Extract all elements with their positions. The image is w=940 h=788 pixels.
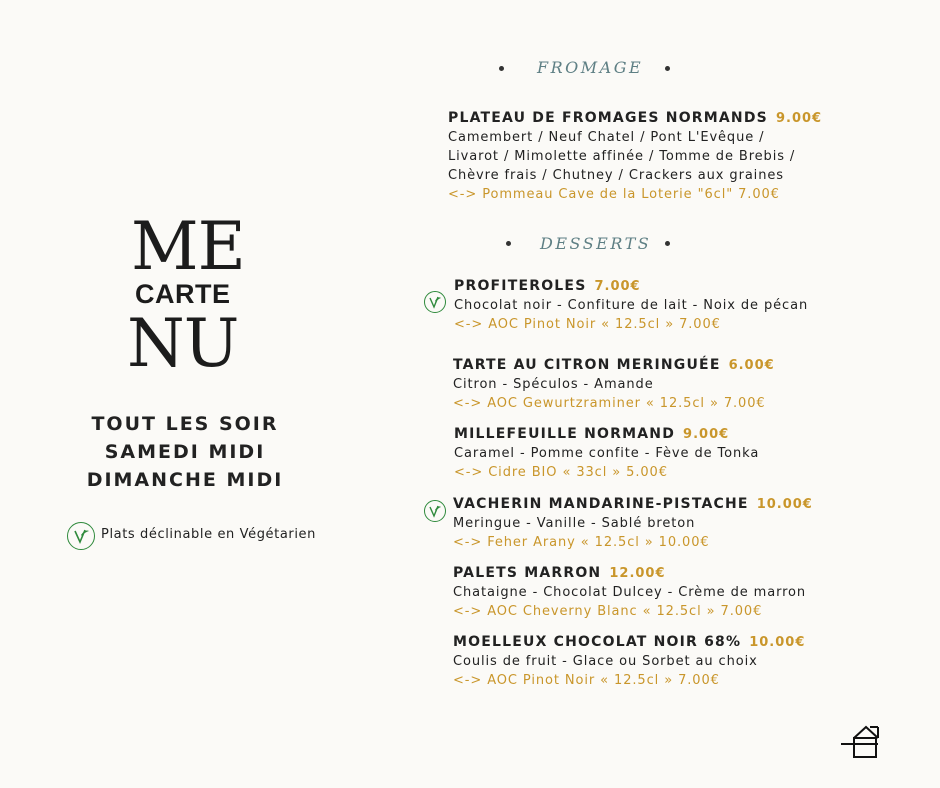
item-description: Chocolat noir - Confiture de lait - Noix de pécan <box>454 298 809 313</box>
item-description: Chèvre frais / Chutney / Crackers aux graines <box>448 168 784 183</box>
item-title: PROFITEROLES <box>454 278 587 294</box>
item-title: MOELLEUX CHOCOLAT NOIR 68% <box>453 634 742 650</box>
item-pairing: <-> AOC Pinot Noir « 12.5cl » 7.00€ <box>453 673 720 688</box>
vegetarian-leaf-icon <box>424 291 446 313</box>
item-description: Meringue - Vanille - Sablé breton <box>453 516 696 531</box>
item-price: 12.00€ <box>609 566 666 581</box>
item-title: TARTE AU CITRON MERINGUÉE <box>453 357 721 373</box>
item-description: Livarot / Mimolette affinée / Tomme de Brebis / <box>448 149 796 164</box>
schedule-line-3: DIMANCHE MIDI <box>86 469 284 491</box>
item-price: 9.00€ <box>683 427 730 442</box>
item-title: MILLEFEUILLE NORMAND <box>454 426 676 442</box>
item-pairing: <-> AOC Cheverny Blanc « 12.5cl » 7.00€ <box>453 604 763 619</box>
menu-item-moelleux-chocolat <box>453 633 805 690</box>
item-price: 7.00€ <box>594 279 641 294</box>
item-price: 6.00€ <box>728 358 775 373</box>
menu-title-me: ME <box>131 208 245 285</box>
section-header-fromage: FROMAGE <box>537 58 644 77</box>
item-description: Citron - Spéculos - Amande <box>453 377 654 392</box>
item-price: 10.00€ <box>749 635 806 650</box>
item-pairing: <-> Feher Arany « 12.5cl » 10.00€ <box>453 535 710 550</box>
schedule-line-1: TOUT LES SOIR <box>91 413 279 435</box>
vegetarian-leaf-icon <box>424 500 446 522</box>
item-title: PALETS MARRON <box>453 565 602 581</box>
section-dot <box>506 241 511 246</box>
menu-title-nu: NU <box>127 305 239 382</box>
menu-item-millefeuille <box>454 425 759 482</box>
item-title: PLATEAU DE FROMAGES NORMANDS <box>448 110 768 126</box>
item-pairing: <-> AOC Pinot Noir « 12.5cl » 7.00€ <box>454 317 721 332</box>
section-dot <box>499 66 504 71</box>
item-pairing: <-> Pommeau Cave de la Loterie "6cl" 7.00€ <box>448 187 780 202</box>
vegetarian-legend-icon <box>67 522 95 550</box>
item-description: Chataigne - Chocolat Dulcey - Crème de marron <box>453 585 807 600</box>
schedule-line-2: SAMEDI MIDI <box>104 441 266 463</box>
item-pairing: <-> AOC Gewurtzraminer « 12.5cl » 7.00€ <box>453 396 766 411</box>
item-title: VACHERIN MANDARINE-PISTACHE <box>453 496 749 512</box>
section-dot <box>665 66 670 71</box>
menu-item-plateau-fromages <box>448 109 822 204</box>
item-pairing: <-> Cidre BIO « 33cl » 5.00€ <box>454 465 668 480</box>
vegetarian-legend: Plats déclinable en Végétarien <box>101 527 316 542</box>
menu-title-carte: CARTE <box>135 279 231 309</box>
menu-item-vacherin <box>453 495 813 552</box>
section-dot <box>665 241 670 246</box>
menu-item-profiteroles <box>454 277 808 334</box>
item-price: 10.00€ <box>756 497 813 512</box>
item-description: Caramel - Pomme confite - Fève de Tonka <box>454 446 760 461</box>
menu-item-tarte-citron <box>453 356 775 413</box>
item-description: Camembert / Neuf Chatel / Pont L'Evêque / <box>448 130 765 145</box>
section-header-desserts: DESSERTS <box>540 234 652 253</box>
item-description: Coulis de fruit - Glace ou Sorbet au choix <box>453 654 758 669</box>
menu-item-palets-marron <box>453 564 806 621</box>
item-price: 9.00€ <box>775 111 823 126</box>
house-logo-icon <box>840 724 882 764</box>
